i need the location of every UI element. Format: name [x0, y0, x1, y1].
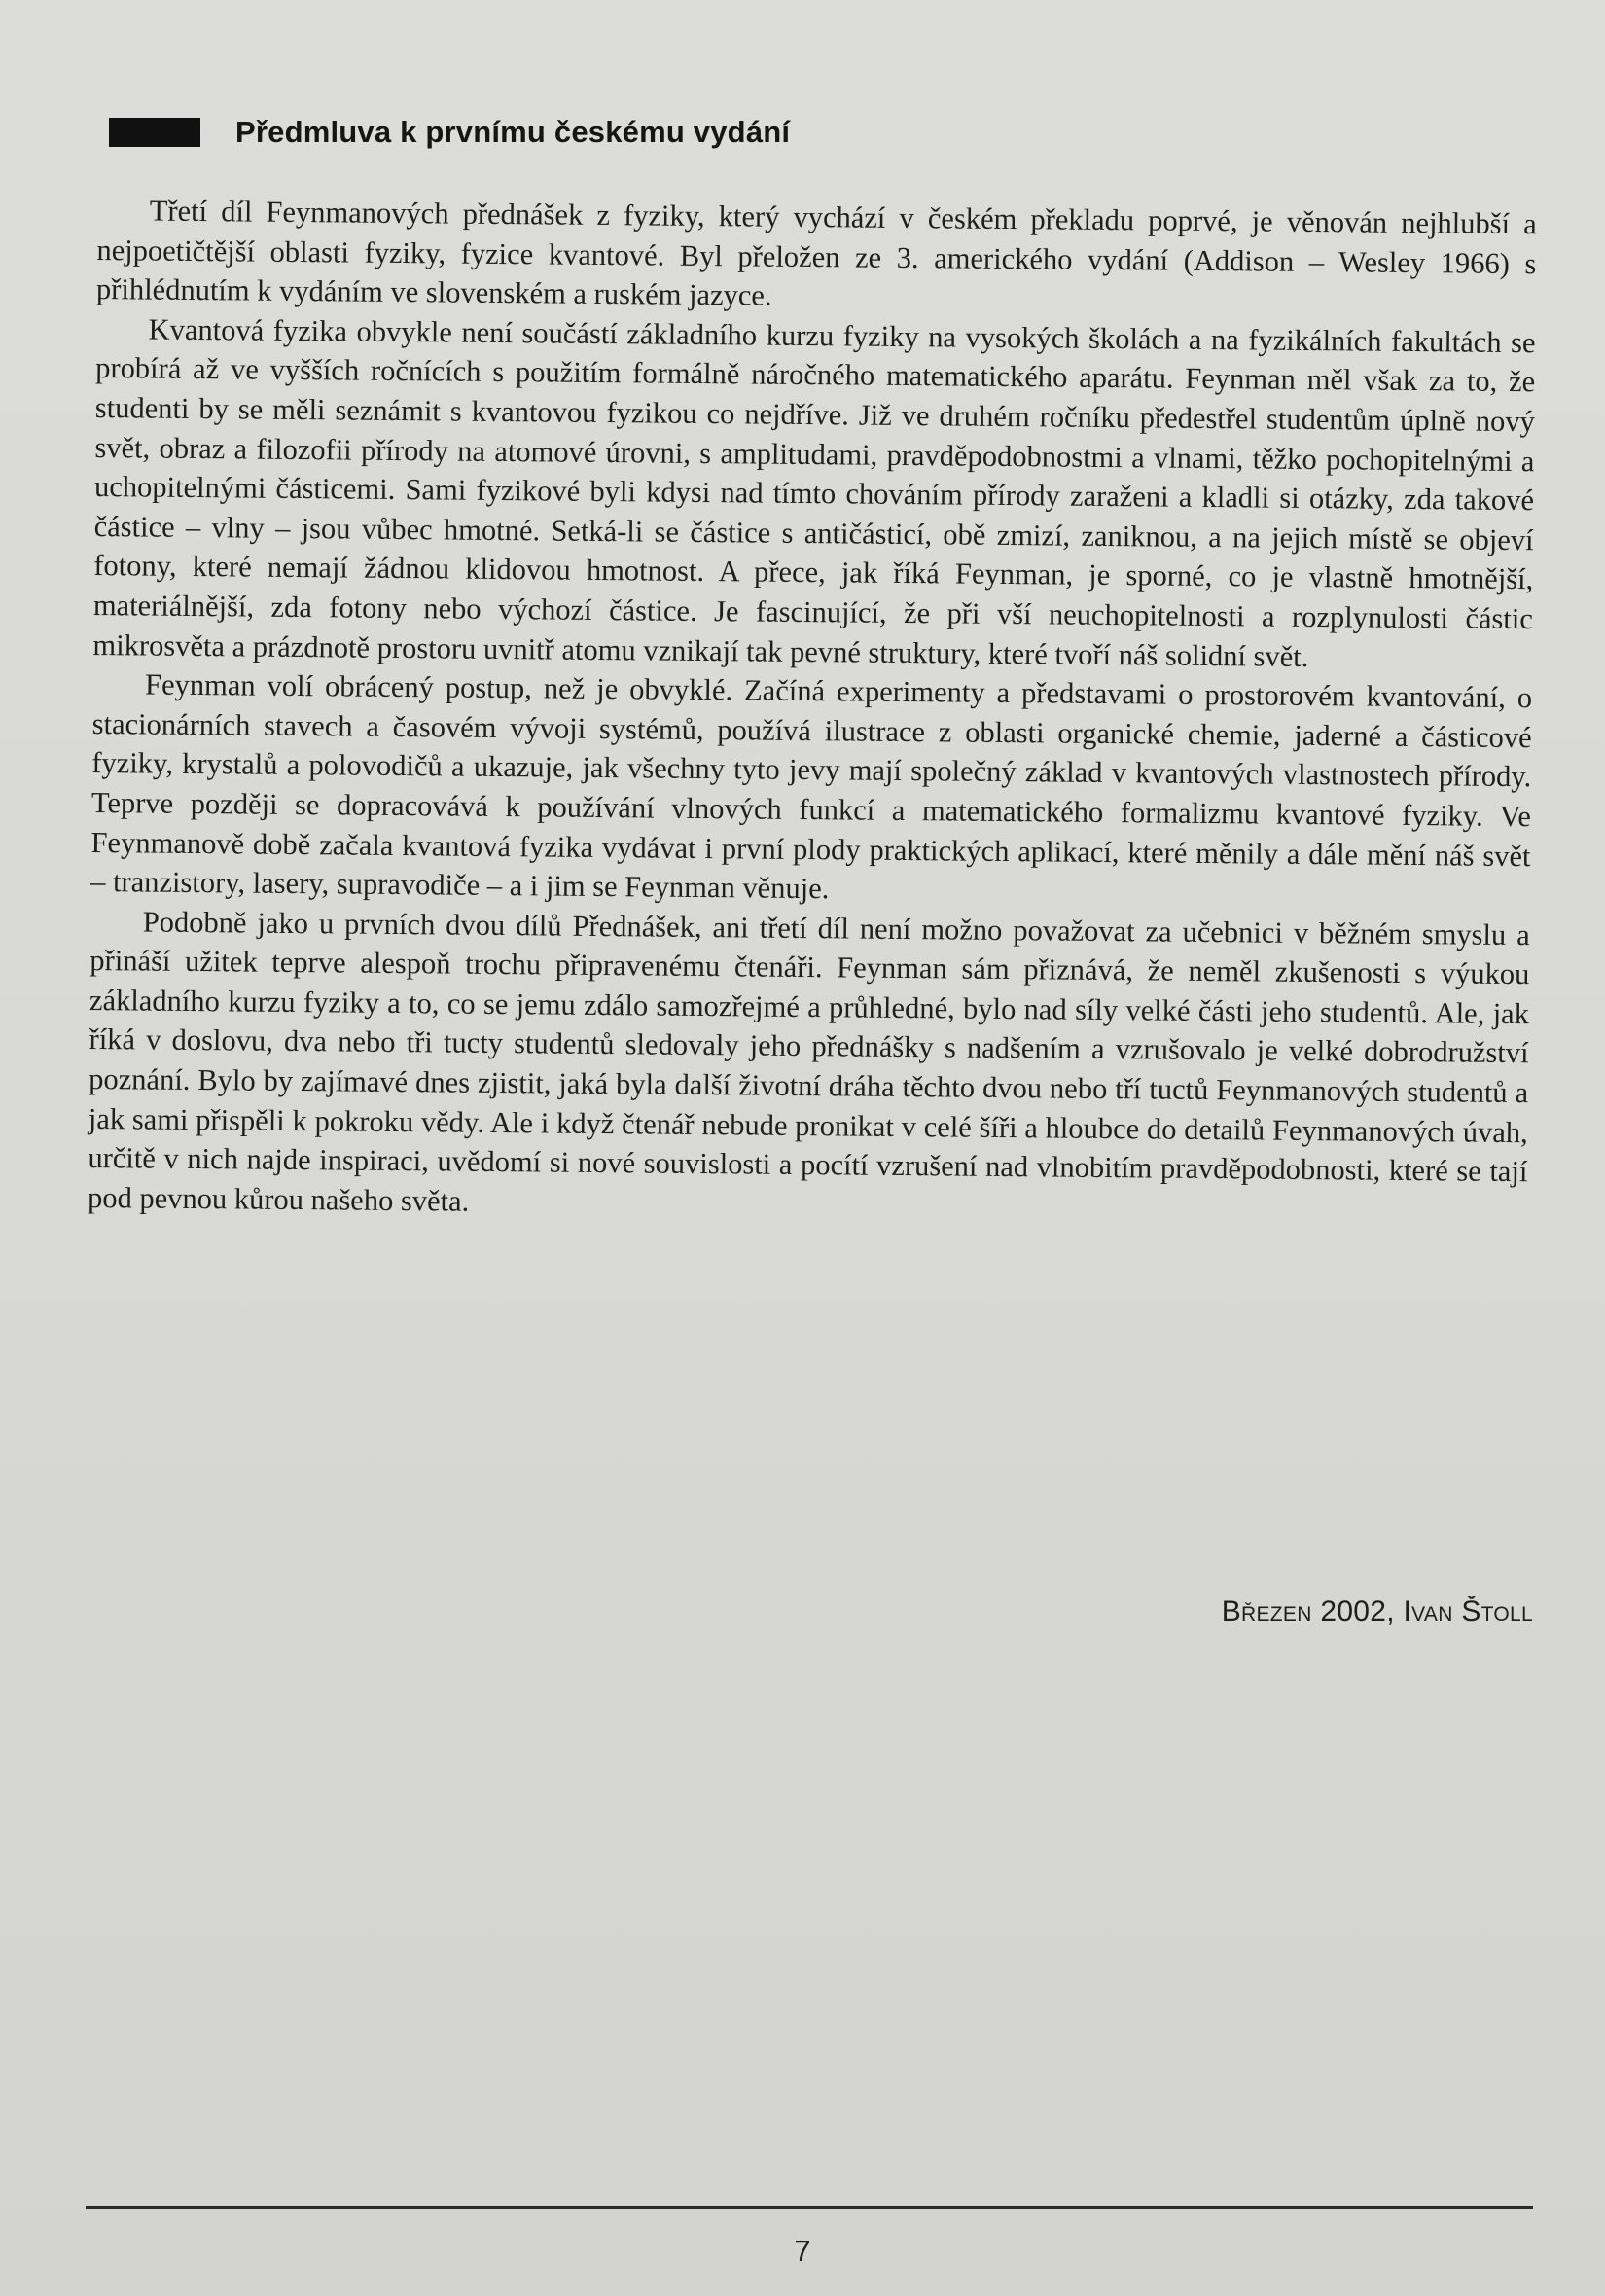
paragraph-1: Třetí díl Feynmanových přednášek z fyziky, který vychází v českém překladu poprvé, je věnován nejhlubší a nejpoetičtější oblasti fyziky, fyzice kvantové. Byl přeložen ze 3. amerického vydání (Addison – Wesley 1966) s přihlédnutím k vydáním ve slovenském a ruském jazyce.	[95, 194, 1537, 312]
footer-divider	[86, 2206, 1533, 2209]
paragraph-4: Podobně jako u prvních dvou dílů Přednášek, ani třetí díl není možno považovat za učebnici v běžném smyslu a přináší užitek teprve alespoň trochu připravenému čtenáři. Feynman sám přiznává, že neměl zkušenosti s výukou základního kurzu fyziky a to, co se jemu zdálo samozřejmé a průhledné, bylo nad síly velké části jeho studentů. Ale, jak říká v doslovu, dva nebo tři tucty studentů sledovaly jeho přednášky s nadšením a vzrušovalo je velké dobrodružství poznání. Bylo by zajímavé dnes zjistit, jaká byla další životní dráha těchto dvou nebo tří tuctů Feynmanových studentů a jak sami přispěli k pokroku vědy. Ale i když čtenář nebude pronikat v celé šíři a hloubce do detailů Feynmanových úvah, určitě v nich najde inspiraci, uvědomí si nové souvislosti a pocítí vzrušení nad vlnobitím pravděpodobnosti, které se tají pod pevnou kůrou našeho světa.	[87, 905, 1530, 1218]
preface-body	[88, 191, 1537, 1232]
heading-marker-bar	[109, 118, 200, 147]
author-signature: Březen 2002, Ivan Štoll	[1221, 1596, 1533, 1628]
section-heading	[109, 115, 790, 150]
paragraph-3: Feynman volí obrácený postup, než je obvyklé. Začíná experimenty a představami o prostorovém kvantování, o stacionárních stavech a časovém vývoji systémů, používá ilustrace z oblasti organické chemie, jaderné a částicové fyziky, krystalů a polovodičů a ukazuje, jak všechny tyto jevy mají společný základ v kvantových vlastnostech přírody. Teprve později se dopracovává k používání vlnových funkcí a matematického formalizmu kvantové fyziky. Ve Feynmanově době začala kvantová fyzika vydávat i první plody praktických aplikací, které měnily a dále mění náš svět – tranzistory, lasery, supravodiče – a i jim se Feynman věnuje.	[90, 667, 1533, 906]
page-number: 7	[794, 2234, 811, 2268]
heading-title: Předmluva k prvnímu českému vydání	[235, 115, 791, 149]
paragraph-2: Kvantová fyzika obvykle není součástí základního kurzu fyziky na vysokých školách a na fyzikálních fakultách se probírá až ve vyšších ročnících s použitím formálně náročného matematického aparátu. Feynman měl však za to, že studenti by se měli seznámit s kvantovou fyzikou co nejdříve. Již ve druhém ročníku předestřel studentům úplně nový svět, obraz a filozofii přírody na atomové úrovni, s amplitudami, pravděpodobnostmi a vlnami, těžko pochopitelnými a uchopitelnými částicemi. Sami fyzikové byli kdysi nad tímto chováním přírody zaraženi a kladli si otázky, zda takové částice – vlny – jsou vůbec hmotné. Setká-li se částice s antičásticí, obě zmizí, zaniknou, a na jejich místě se objeví fotony, které nemají žádnou klidovou hmotnost. A přece, jak říká Feynman, je sporné, co je vlastně hmotnější, materiálnější, zda fotony nebo výchozí částice. Je fascinující, že při vší neuchopitelnosti a rozplynulosti částic mikrosvěta a prázdnotě prostoru uvnitř atomu vznikají tak pevné struktury, které tvoří náš solidní svět.	[92, 312, 1536, 673]
